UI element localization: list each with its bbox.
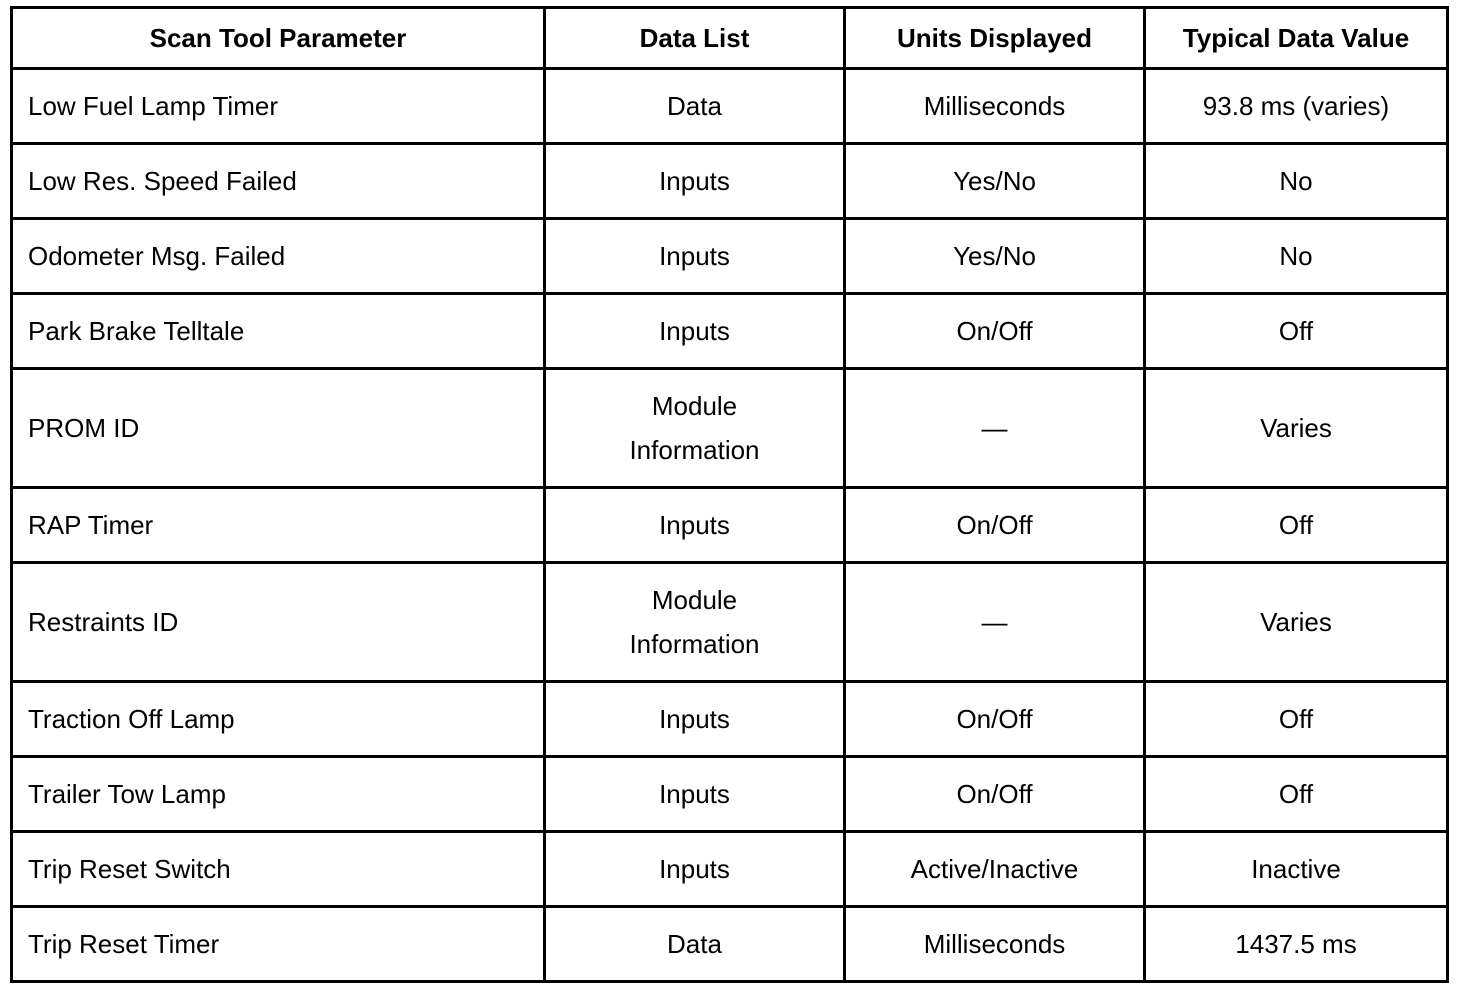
- cell-data-list: Inputs: [545, 294, 845, 369]
- data-list-line-2: Information: [629, 629, 760, 659]
- cell-parameter: Low Fuel Lamp Timer: [12, 69, 545, 144]
- data-list-line-1: Module: [651, 391, 738, 421]
- cell-typical-value: No: [1145, 219, 1448, 294]
- cell-typical-value: Off: [1145, 757, 1448, 832]
- header-typical-data-value: Typical Data Value: [1145, 8, 1448, 69]
- table-row: [12, 69, 1448, 144]
- cell-parameter: Odometer Msg. Failed: [12, 219, 545, 294]
- table-row: [12, 682, 1448, 757]
- cell-data-list: [545, 563, 845, 682]
- cell-data-list: Inputs: [545, 488, 845, 563]
- cell-typical-value: 1437.5 ms: [1145, 907, 1448, 982]
- cell-data-list: Data: [545, 907, 845, 982]
- cell-typical-value: 93.8 ms (varies): [1145, 69, 1448, 144]
- header-data-list: Data List: [545, 8, 845, 69]
- cell-units: On/Off: [845, 757, 1145, 832]
- table-row: [12, 832, 1448, 907]
- table-row: [12, 369, 1448, 488]
- cell-data-list: Inputs: [545, 832, 845, 907]
- cell-data-list: Data: [545, 69, 845, 144]
- cell-units: Active/Inactive: [845, 832, 1145, 907]
- table-row: [12, 563, 1448, 682]
- header-units-displayed: Units Displayed: [845, 8, 1145, 69]
- cell-parameter: Restraints ID: [12, 563, 545, 682]
- cell-data-list: Inputs: [545, 219, 845, 294]
- cell-parameter: Trip Reset Timer: [12, 907, 545, 982]
- cell-units: Yes/No: [845, 219, 1145, 294]
- cell-data-list: [545, 369, 845, 488]
- cell-parameter: RAP Timer: [12, 488, 545, 563]
- scan-tool-data-table: [10, 6, 1449, 983]
- cell-units: —: [845, 563, 1145, 682]
- cell-typical-value: Varies: [1145, 369, 1448, 488]
- cell-data-list: Inputs: [545, 682, 845, 757]
- cell-data-list: Inputs: [545, 144, 845, 219]
- table-row: [12, 294, 1448, 369]
- cell-units: Milliseconds: [845, 69, 1145, 144]
- cell-typical-value: Off: [1145, 488, 1448, 563]
- data-list-line-2: Information: [629, 435, 760, 465]
- cell-parameter: Park Brake Telltale: [12, 294, 545, 369]
- table-row: [12, 219, 1448, 294]
- data-list-line-1: Module: [651, 585, 738, 615]
- table-row: [12, 144, 1448, 219]
- cell-data-list: Inputs: [545, 757, 845, 832]
- cell-units: On/Off: [845, 294, 1145, 369]
- cell-typical-value: Varies: [1145, 563, 1448, 682]
- cell-units: Yes/No: [845, 144, 1145, 219]
- table-row: [12, 907, 1448, 982]
- cell-typical-value: No: [1145, 144, 1448, 219]
- cell-parameter: Trip Reset Switch: [12, 832, 545, 907]
- table-row: [12, 757, 1448, 832]
- header-scan-tool-parameter: Scan Tool Parameter: [12, 8, 545, 69]
- cell-typical-value: Off: [1145, 294, 1448, 369]
- cell-parameter: Low Res. Speed Failed: [12, 144, 545, 219]
- cell-units: On/Off: [845, 488, 1145, 563]
- cell-parameter: PROM ID: [12, 369, 545, 488]
- cell-parameter: Traction Off Lamp: [12, 682, 545, 757]
- cell-parameter: Trailer Tow Lamp: [12, 757, 545, 832]
- cell-units: Milliseconds: [845, 907, 1145, 982]
- table-header-row: [12, 8, 1448, 69]
- cell-units: On/Off: [845, 682, 1145, 757]
- table-row: [12, 488, 1448, 563]
- cell-units: —: [845, 369, 1145, 488]
- cell-typical-value: Off: [1145, 682, 1448, 757]
- cell-typical-value: Inactive: [1145, 832, 1448, 907]
